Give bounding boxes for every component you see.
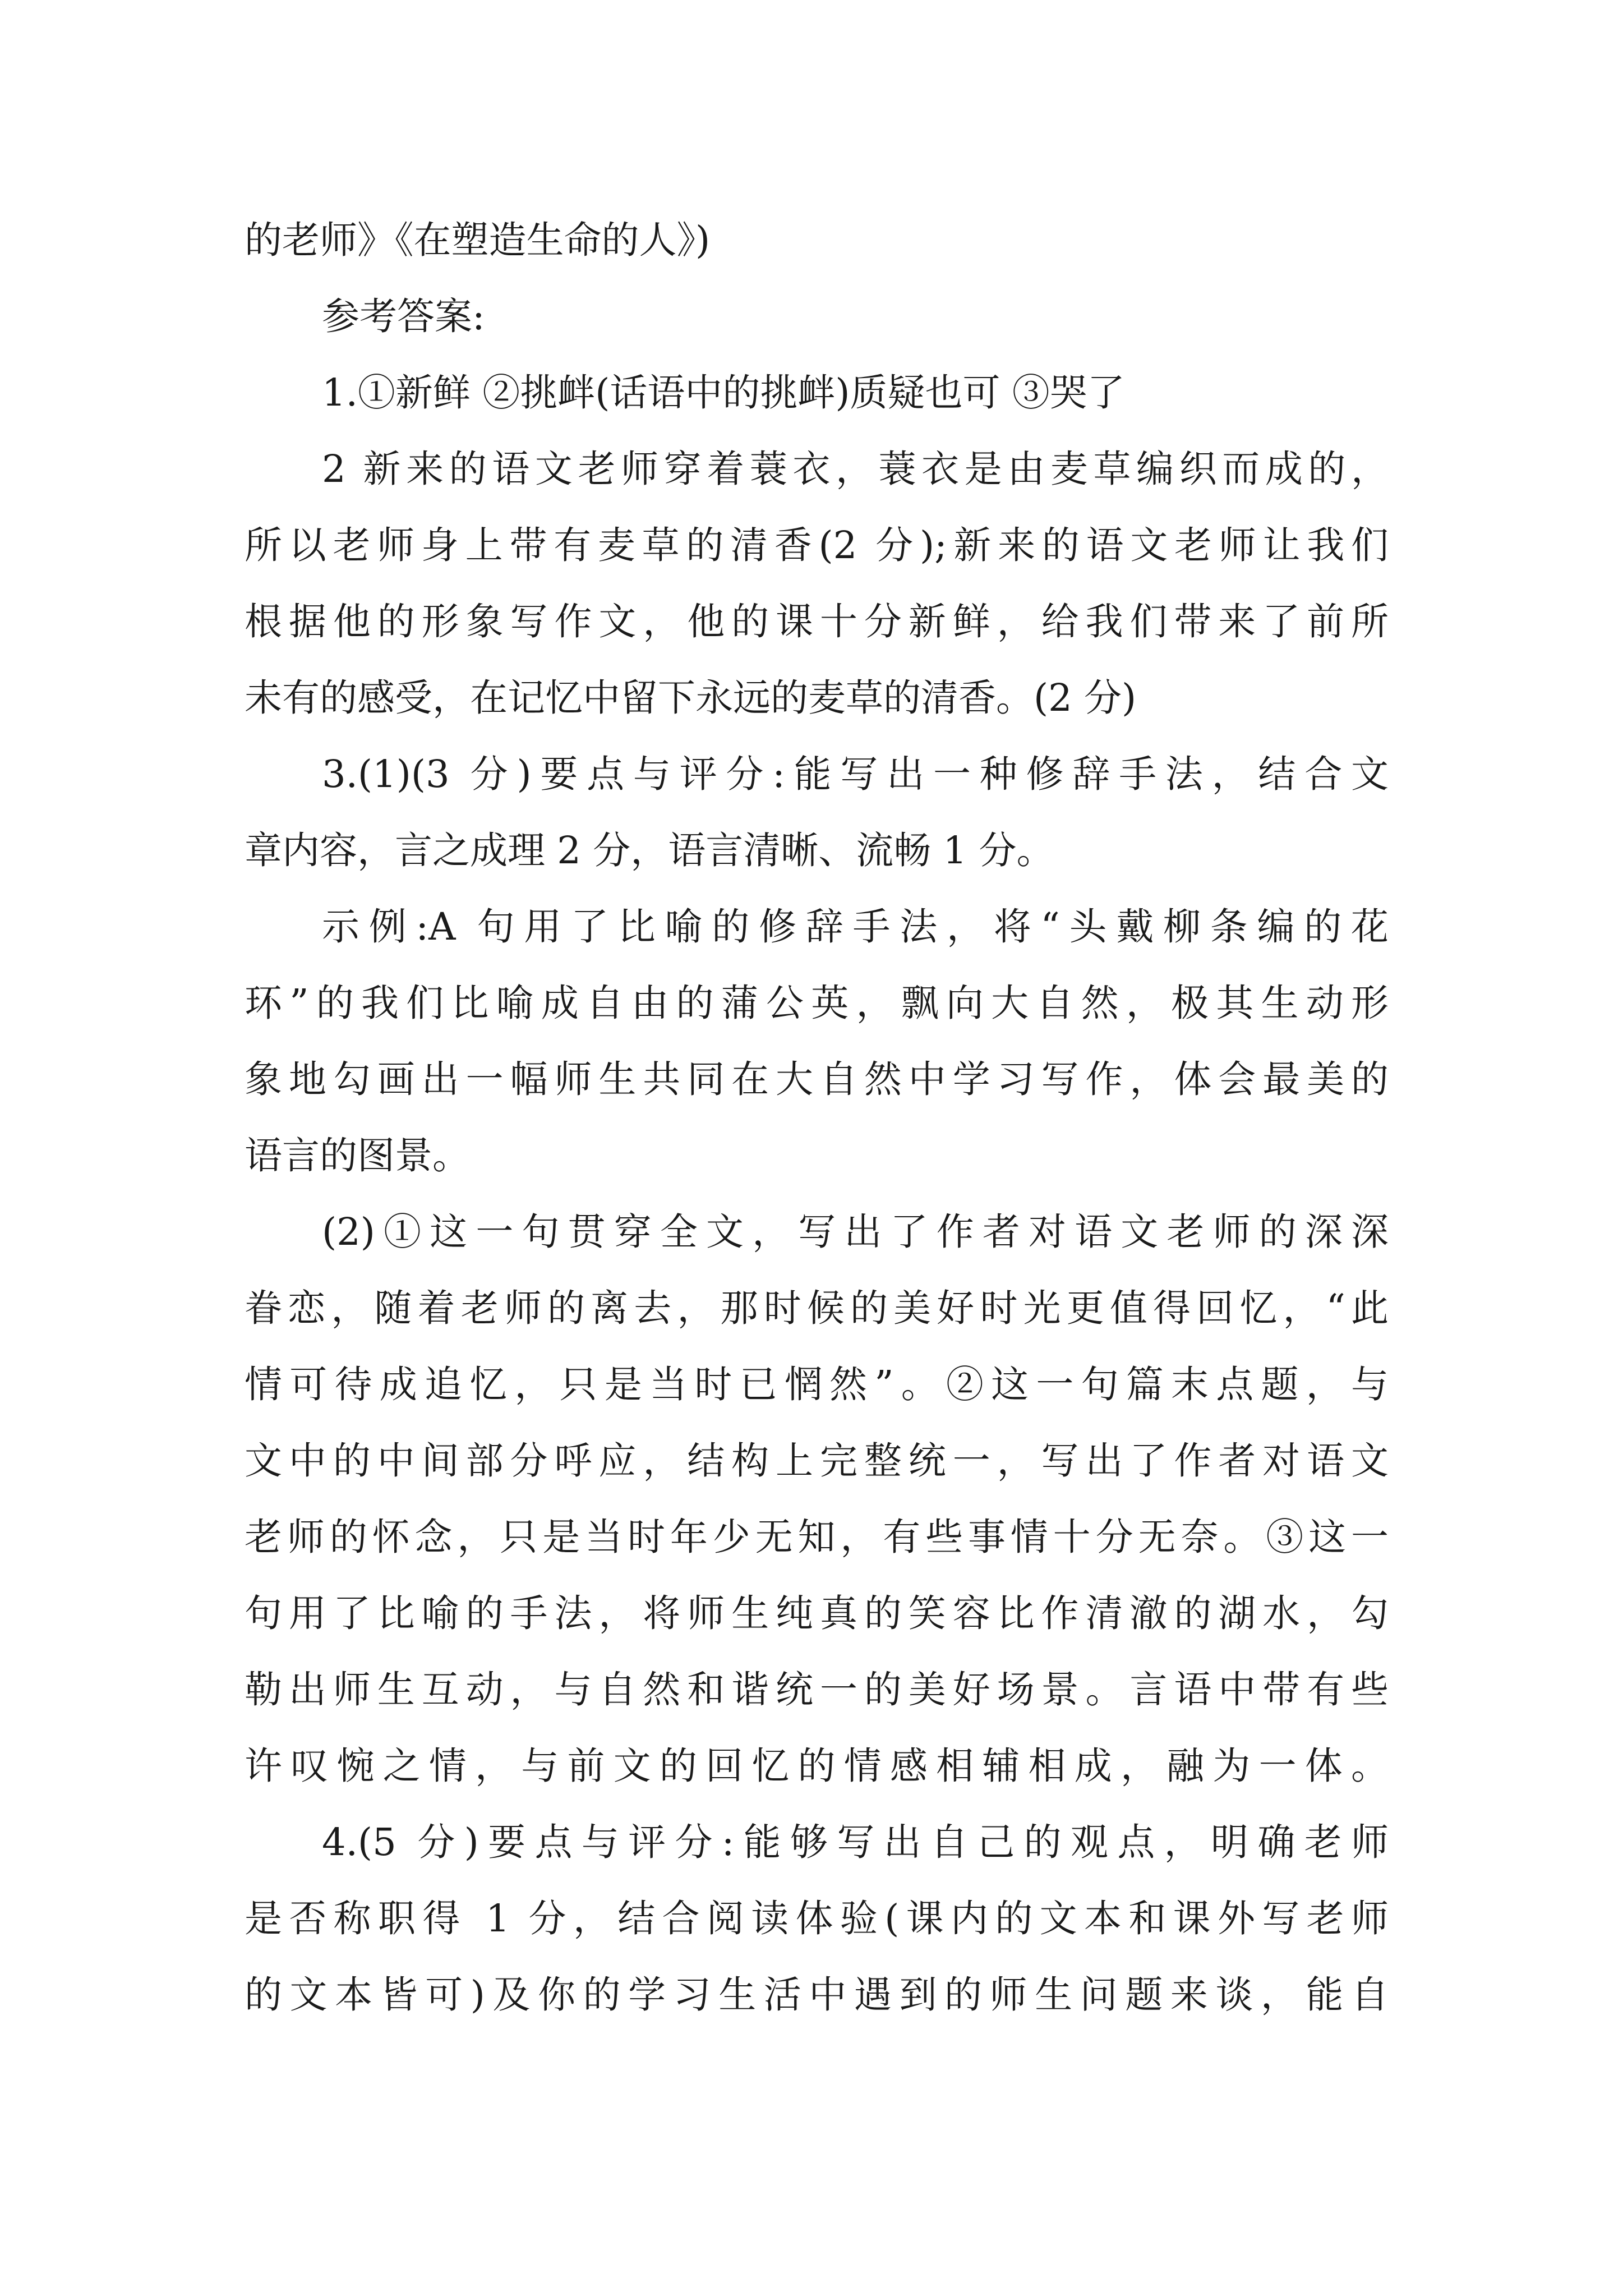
text-line: 3.(1)(3 分)要点与评分:能写出一种修辞手法，结合文 xyxy=(322,752,1389,796)
text-line: 眷恋，随着老师的离去，那时候的美好时光更值得回忆，“此 xyxy=(245,1286,1389,1330)
text-line: 语言的图景。 xyxy=(245,1134,470,1177)
text-line: 的老师》《在塑造生命的人》) xyxy=(245,218,711,262)
text-line: 的文本皆可)及你的学习生活中遇到的师生问题来谈，能自 xyxy=(245,1973,1389,2017)
text-line: 示例:A 句用了比喻的修辞手法，将“头戴柳条编的花 xyxy=(322,905,1389,949)
text-line: 2 新来的语文老师穿着蓑衣，蓑衣是由麦草编织而成的， xyxy=(322,447,1389,491)
text-line: 文中的中间部分呼应，结构上完整统一，写出了作者对语文 xyxy=(245,1439,1389,1483)
text-line: 情可待成追忆，只是当时已惘然”。②这一句篇末点题，与 xyxy=(245,1363,1389,1406)
text-line: 所以老师身上带有麦草的清香(2 分);新来的语文老师让我们 xyxy=(245,523,1389,567)
text-line: 句用了比喻的手法，将师生纯真的笑容比作清澈的湖水，勾 xyxy=(245,1591,1389,1635)
text-line: (2)①这一句贯穿全文，写出了作者对语文老师的深深 xyxy=(322,1210,1389,1254)
text-line: 4.(5 分)要点与评分:能够写出自己的观点，明确老师 xyxy=(322,1820,1389,1864)
text-line: 根据他的形象写作文，他的课十分新鲜，给我们带来了前所 xyxy=(245,600,1389,643)
text-line: 参考答案: xyxy=(322,295,485,338)
text-line: 勒出师生互动，与自然和谐统一的美好场景。言语中带有些 xyxy=(245,1668,1389,1711)
text-line: 1.①新鲜 ②挑衅(话语中的挑衅)质疑也可 ③哭了 xyxy=(322,371,1125,415)
text-line: 象地勾画出一幅师生共同在大自然中学习写作，体会最美的 xyxy=(245,1057,1389,1101)
text-line: 老师的怀念，只是当时年少无知，有些事情十分无奈。③这一 xyxy=(245,1515,1389,1559)
text-line: 章内容，言之成理 2 分，语言清晰、流畅 1 分。 xyxy=(245,829,1054,872)
text-line: 是否称职得 1 分，结合阅读体验(课内的文本和课外写老师 xyxy=(245,1897,1389,1940)
text-line: 未有的感受，在记忆中留下永远的麦草的清香。(2 分) xyxy=(245,676,1137,720)
text-line: 环”的我们比喻成自由的蒲公英，飘向大自然，极其生动形 xyxy=(245,981,1389,1025)
text-line: 许叹惋之情，与前文的回忆的情感相辅相成，融为一体。 xyxy=(245,1744,1389,1788)
